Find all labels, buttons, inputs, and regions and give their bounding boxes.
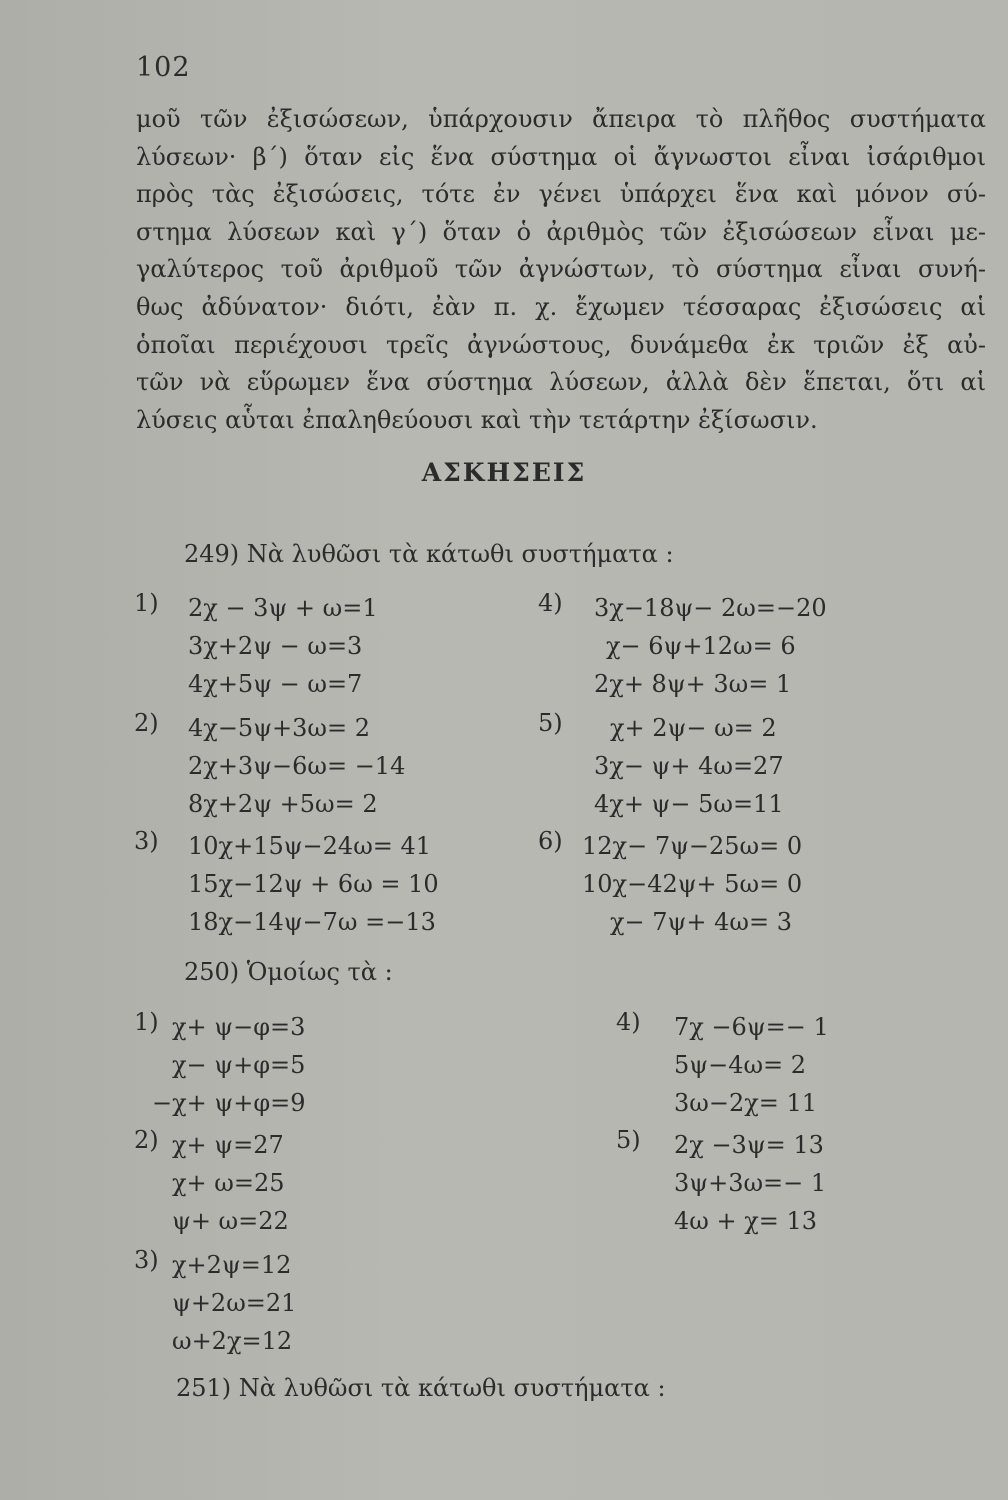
equation: 4ω + χ= 13 xyxy=(674,1207,818,1235)
text-line: γαλύτερος τοῦ ἀριθμοῦ τῶν ἀγνώστων, τὸ σύστημα εἶναι συνή- xyxy=(136,255,986,284)
text-line: στημα λύσεων καὶ γ΄) ὅταν ὁ ἀριθμὸς τῶν ἐξισώσεων εἶναι με- xyxy=(136,217,986,246)
exercise-251-title: 251) Νὰ λυθῶσι τὰ κάτωθι συστήματα : xyxy=(176,1374,666,1402)
equation: 3ψ+3ω=− 1 xyxy=(674,1169,827,1197)
text-line: τῶν νὰ εὕρωμεν ἕνα σύστημα λύσεων, ἀλλὰ δὲν ἕπεται, ὅτι αἱ xyxy=(136,368,986,397)
equation: 15χ−12ψ + 6ω = 10 xyxy=(188,870,439,898)
equation: 3χ−18ψ− 2ω=−20 xyxy=(594,594,827,622)
equation: 4χ+5ψ − ω=7 xyxy=(188,670,363,698)
equation: χ+2ψ=12 xyxy=(172,1251,292,1279)
text-line: λύσεων· β΄) ὅταν εἰς ἕνα σύστημα οἱ ἄγνωστοι εἶναι ἰσάριθμοι xyxy=(136,142,986,171)
equation: χ− 7ψ+ 4ω= 3 xyxy=(610,908,792,936)
system-number: 4) xyxy=(538,589,563,617)
page-number: 102 xyxy=(136,52,191,83)
text-line: μοῦ τῶν ἐξισώσεων, ὑπάρχουσιν ἄπειρα τὸ πλῆθος συστήματα xyxy=(136,105,986,133)
equation: 2χ −3ψ= 13 xyxy=(674,1131,824,1159)
system-number: 2) xyxy=(134,709,159,737)
equation: 2χ+3ψ−6ω= −14 xyxy=(188,752,406,780)
equation: 18χ−14ψ−7ω =−13 xyxy=(188,908,436,936)
equation: 4χ+ ψ− 5ω=11 xyxy=(594,790,784,818)
equation: 7χ −6ψ=− 1 xyxy=(674,1013,829,1041)
equation: −χ+ ψ+φ=9 xyxy=(152,1089,306,1117)
equation: χ− ψ+φ=5 xyxy=(172,1051,306,1079)
equation: 3ω−2χ= 11 xyxy=(674,1089,818,1117)
text-line: ὁποῖαι περιέχουσι τρεῖς ἀγνώστους, δυνάμεθα ἐκ τριῶν ἐξ αὐ- xyxy=(136,330,986,359)
text-line: θως ἀδύνατον· διότι, ἐὰν π. χ. ἔχωμεν τέσσαρας ἐξισώσεις αἱ xyxy=(136,292,986,321)
equation: ω+2χ=12 xyxy=(172,1327,293,1355)
text-line: πρὸς τὰς ἐξισώσεις, τότε ἐν γένει ὑπάρχει ἕνα καὶ μόνον σύ- xyxy=(136,180,986,209)
exercise-249-title: 249) Νὰ λυθῶσι τὰ κάτωθι συστήματα : xyxy=(184,540,674,568)
system-number: 4) xyxy=(616,1008,641,1036)
equation: 2χ+ 8ψ+ 3ω= 1 xyxy=(594,670,792,698)
equation: ψ+ ω=22 xyxy=(172,1207,289,1235)
exercise-250-title: 250) Ὁμοίως τὰ : xyxy=(184,958,393,986)
system-number: 6) xyxy=(538,827,563,855)
system-number: 3) xyxy=(134,827,159,855)
equation: χ− 6ψ+12ω= 6 xyxy=(606,632,796,660)
equation: 10χ+15ψ−24ω= 41 xyxy=(188,832,432,860)
system-number: 1) xyxy=(134,1008,159,1036)
equation: 3χ+2ψ − ω=3 xyxy=(188,632,363,660)
equation: 3χ− ψ+ 4ω=27 xyxy=(594,752,784,780)
text-line: λύσεις αὗται ἐπαληθεύουσι καὶ τὴν τετάρτην ἐξίσωσιν. xyxy=(136,405,818,434)
system-number: 5) xyxy=(538,709,563,737)
system-number: 2) xyxy=(134,1126,159,1154)
equation: χ+ ω=25 xyxy=(172,1169,285,1197)
section-heading: ΑΣΚΗΣΕΙΣ xyxy=(421,458,587,487)
equation: χ+ ψ=27 xyxy=(172,1131,284,1159)
equation: χ+ 2ψ− ω= 2 xyxy=(610,714,777,742)
equation: 2χ − 3ψ + ω=1 xyxy=(188,594,378,622)
system-number: 5) xyxy=(616,1126,641,1154)
equation: 8χ+2ψ +5ω= 2 xyxy=(188,790,378,818)
equation: 10χ−42ψ+ 5ω= 0 xyxy=(582,870,803,898)
equation: ψ+2ω=21 xyxy=(172,1289,297,1317)
system-number: 1) xyxy=(134,589,159,617)
equation: 5ψ−4ω= 2 xyxy=(674,1051,807,1079)
equation: χ+ ψ−φ=3 xyxy=(172,1013,306,1041)
equation: 4χ−5ψ+3ω= 2 xyxy=(188,714,370,742)
system-number: 3) xyxy=(134,1246,159,1274)
equation: 12χ− 7ψ−25ω= 0 xyxy=(582,832,803,860)
body-paragraph xyxy=(136,101,986,439)
